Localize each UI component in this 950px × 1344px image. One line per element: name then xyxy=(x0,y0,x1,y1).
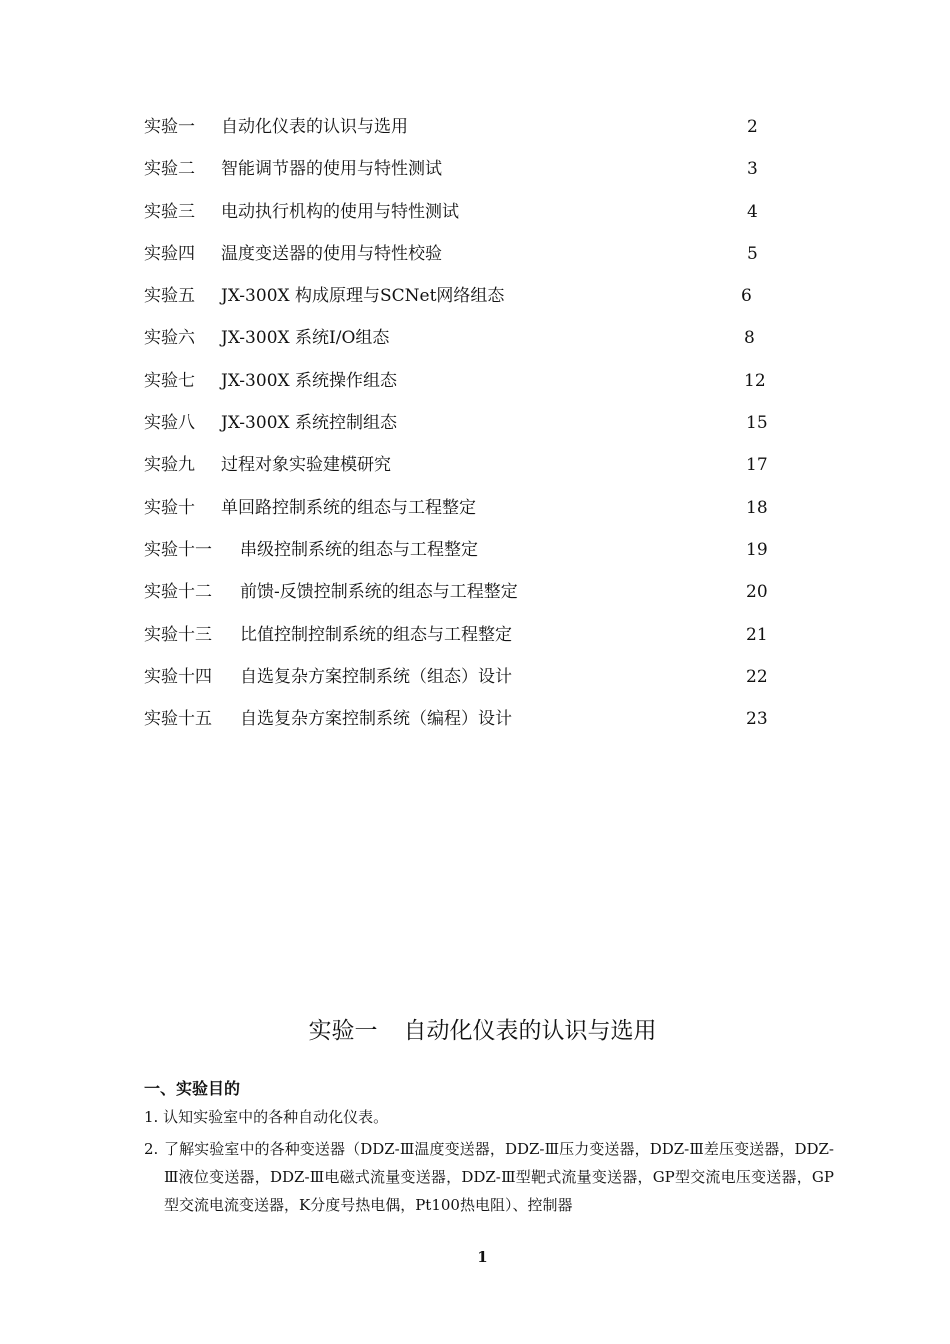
toc-entry[interactable] xyxy=(0,444,950,486)
toc-entry-page: 20 xyxy=(746,582,768,603)
toc-entry-number: 实验十二 xyxy=(144,582,212,603)
toc-entry[interactable] xyxy=(0,148,950,190)
toc-entry-number: 实验七 xyxy=(144,370,195,391)
toc-entry[interactable] xyxy=(0,698,950,740)
toc-entry-page: 5 xyxy=(747,243,758,264)
toc-entry-number: 实验一 xyxy=(144,117,195,137)
toc-entry-number: 实验五 xyxy=(144,286,195,307)
toc-entry-page: 6 xyxy=(741,286,752,307)
toc-entry-page: 12 xyxy=(744,370,766,391)
list-item-label: 1. xyxy=(144,1108,159,1126)
toc-entry-number: 实验三 xyxy=(144,201,195,222)
toc-entry-number: 实验十五 xyxy=(144,709,212,730)
toc-entry-page: 4 xyxy=(747,201,758,222)
toc-entry-title: 过程对象实验建模研究 xyxy=(221,455,391,476)
toc-entry-page: 22 xyxy=(746,666,768,687)
toc-entry[interactable] xyxy=(0,614,950,656)
toc-entry-title: 单回路控制系统的组态与工程整定 xyxy=(221,497,476,518)
list-item xyxy=(144,1103,834,1131)
toc-entry[interactable] xyxy=(0,275,950,317)
toc-entry-title: 自动化仪表的认识与选用 xyxy=(221,117,408,137)
toc-entry[interactable] xyxy=(0,571,950,613)
list-item-label: 2. xyxy=(144,1140,159,1158)
toc-entry[interactable] xyxy=(0,191,950,233)
toc-entry[interactable] xyxy=(0,317,950,359)
toc-entry-title: 比值控制控制系统的组态与工程整定 xyxy=(240,624,512,645)
toc-entry[interactable] xyxy=(0,233,950,275)
toc-entry-number: 实验六 xyxy=(144,328,195,349)
toc-entry-number: 实验九 xyxy=(144,455,195,476)
toc-entry-title: 电动执行机构的使用与特性测试 xyxy=(221,201,459,222)
toc-entry-number: 实验八 xyxy=(144,413,195,434)
list-item-text: 认知实验室中的各种自动化仪表。 xyxy=(163,1108,389,1126)
toc-entry-title: 串级控制系统的组态与工程整定 xyxy=(240,539,478,560)
toc-entry-page: 3 xyxy=(747,159,758,180)
toc-entry-title: JX-300X 系统操作组态 xyxy=(221,370,398,391)
toc-entry-number: 实验十三 xyxy=(144,624,212,645)
toc-entry-page: 8 xyxy=(744,328,755,349)
toc-entry[interactable] xyxy=(0,656,950,698)
toc-entry-page: 23 xyxy=(746,709,768,730)
page-number: 1 xyxy=(477,1248,488,1266)
toc-entry-page: 21 xyxy=(746,624,768,645)
toc-entry-page: 17 xyxy=(746,455,768,476)
toc-entry[interactable] xyxy=(0,106,950,148)
toc-entry-page: 19 xyxy=(746,539,768,560)
toc-entry-page: 15 xyxy=(746,413,768,434)
toc-entry-number: 实验十一 xyxy=(144,539,212,560)
toc-entry-title: 前馈-反馈控制系统的组态与工程整定 xyxy=(240,582,518,603)
toc-entry-title: 智能调节器的使用与特性测试 xyxy=(221,159,442,180)
toc-entry-number: 实验十 xyxy=(144,497,195,518)
section-heading: 一、实验目的 xyxy=(144,1079,241,1098)
toc-entry-number: 实验二 xyxy=(144,159,195,180)
toc-entry-title: JX-300X 构成原理与SCNet网络组态 xyxy=(221,286,505,307)
toc-entry[interactable] xyxy=(0,360,950,402)
chapter-name: 自动化仪表的认识与选用 xyxy=(403,1018,657,1044)
list-item-text: 了解实验室中的各种变送器（DDZ-Ⅲ温度变送器，DDZ-Ⅲ压力变送器，DDZ-Ⅲ差压变送器，DDZ-Ⅲ液位变送器，DDZ-Ⅲ电磁式流量变送器，DDZ-Ⅲ型靶式流量变送器，GP型交流电压变送器，GP型交流电流变送器，K分度号热电偶，Pt100热电阻）、控制器 xyxy=(164,1140,834,1214)
toc-entry-title: 温度变送器的使用与特性校验 xyxy=(221,243,442,264)
list-item xyxy=(144,1135,834,1219)
toc-entry-title: JX-300X 系统控制组态 xyxy=(221,413,398,434)
toc-entry-title: 自选复杂方案控制系统（组态）设计 xyxy=(240,666,512,687)
toc-entry-page: 2 xyxy=(747,117,758,137)
toc-entry-title: JX-300X 系统I/O组态 xyxy=(221,328,390,349)
chapter-title xyxy=(0,1012,950,1045)
table-of-contents xyxy=(0,106,950,740)
toc-entry[interactable] xyxy=(0,529,950,571)
toc-entry[interactable] xyxy=(0,487,950,529)
toc-entry-number: 实验十四 xyxy=(144,666,212,687)
toc-entry-page: 18 xyxy=(746,497,768,518)
chapter-number: 实验一 xyxy=(308,1018,378,1044)
toc-entry-number: 实验四 xyxy=(144,243,195,264)
toc-entry[interactable] xyxy=(0,402,950,444)
toc-entry-title: 自选复杂方案控制系统（编程）设计 xyxy=(240,709,512,730)
